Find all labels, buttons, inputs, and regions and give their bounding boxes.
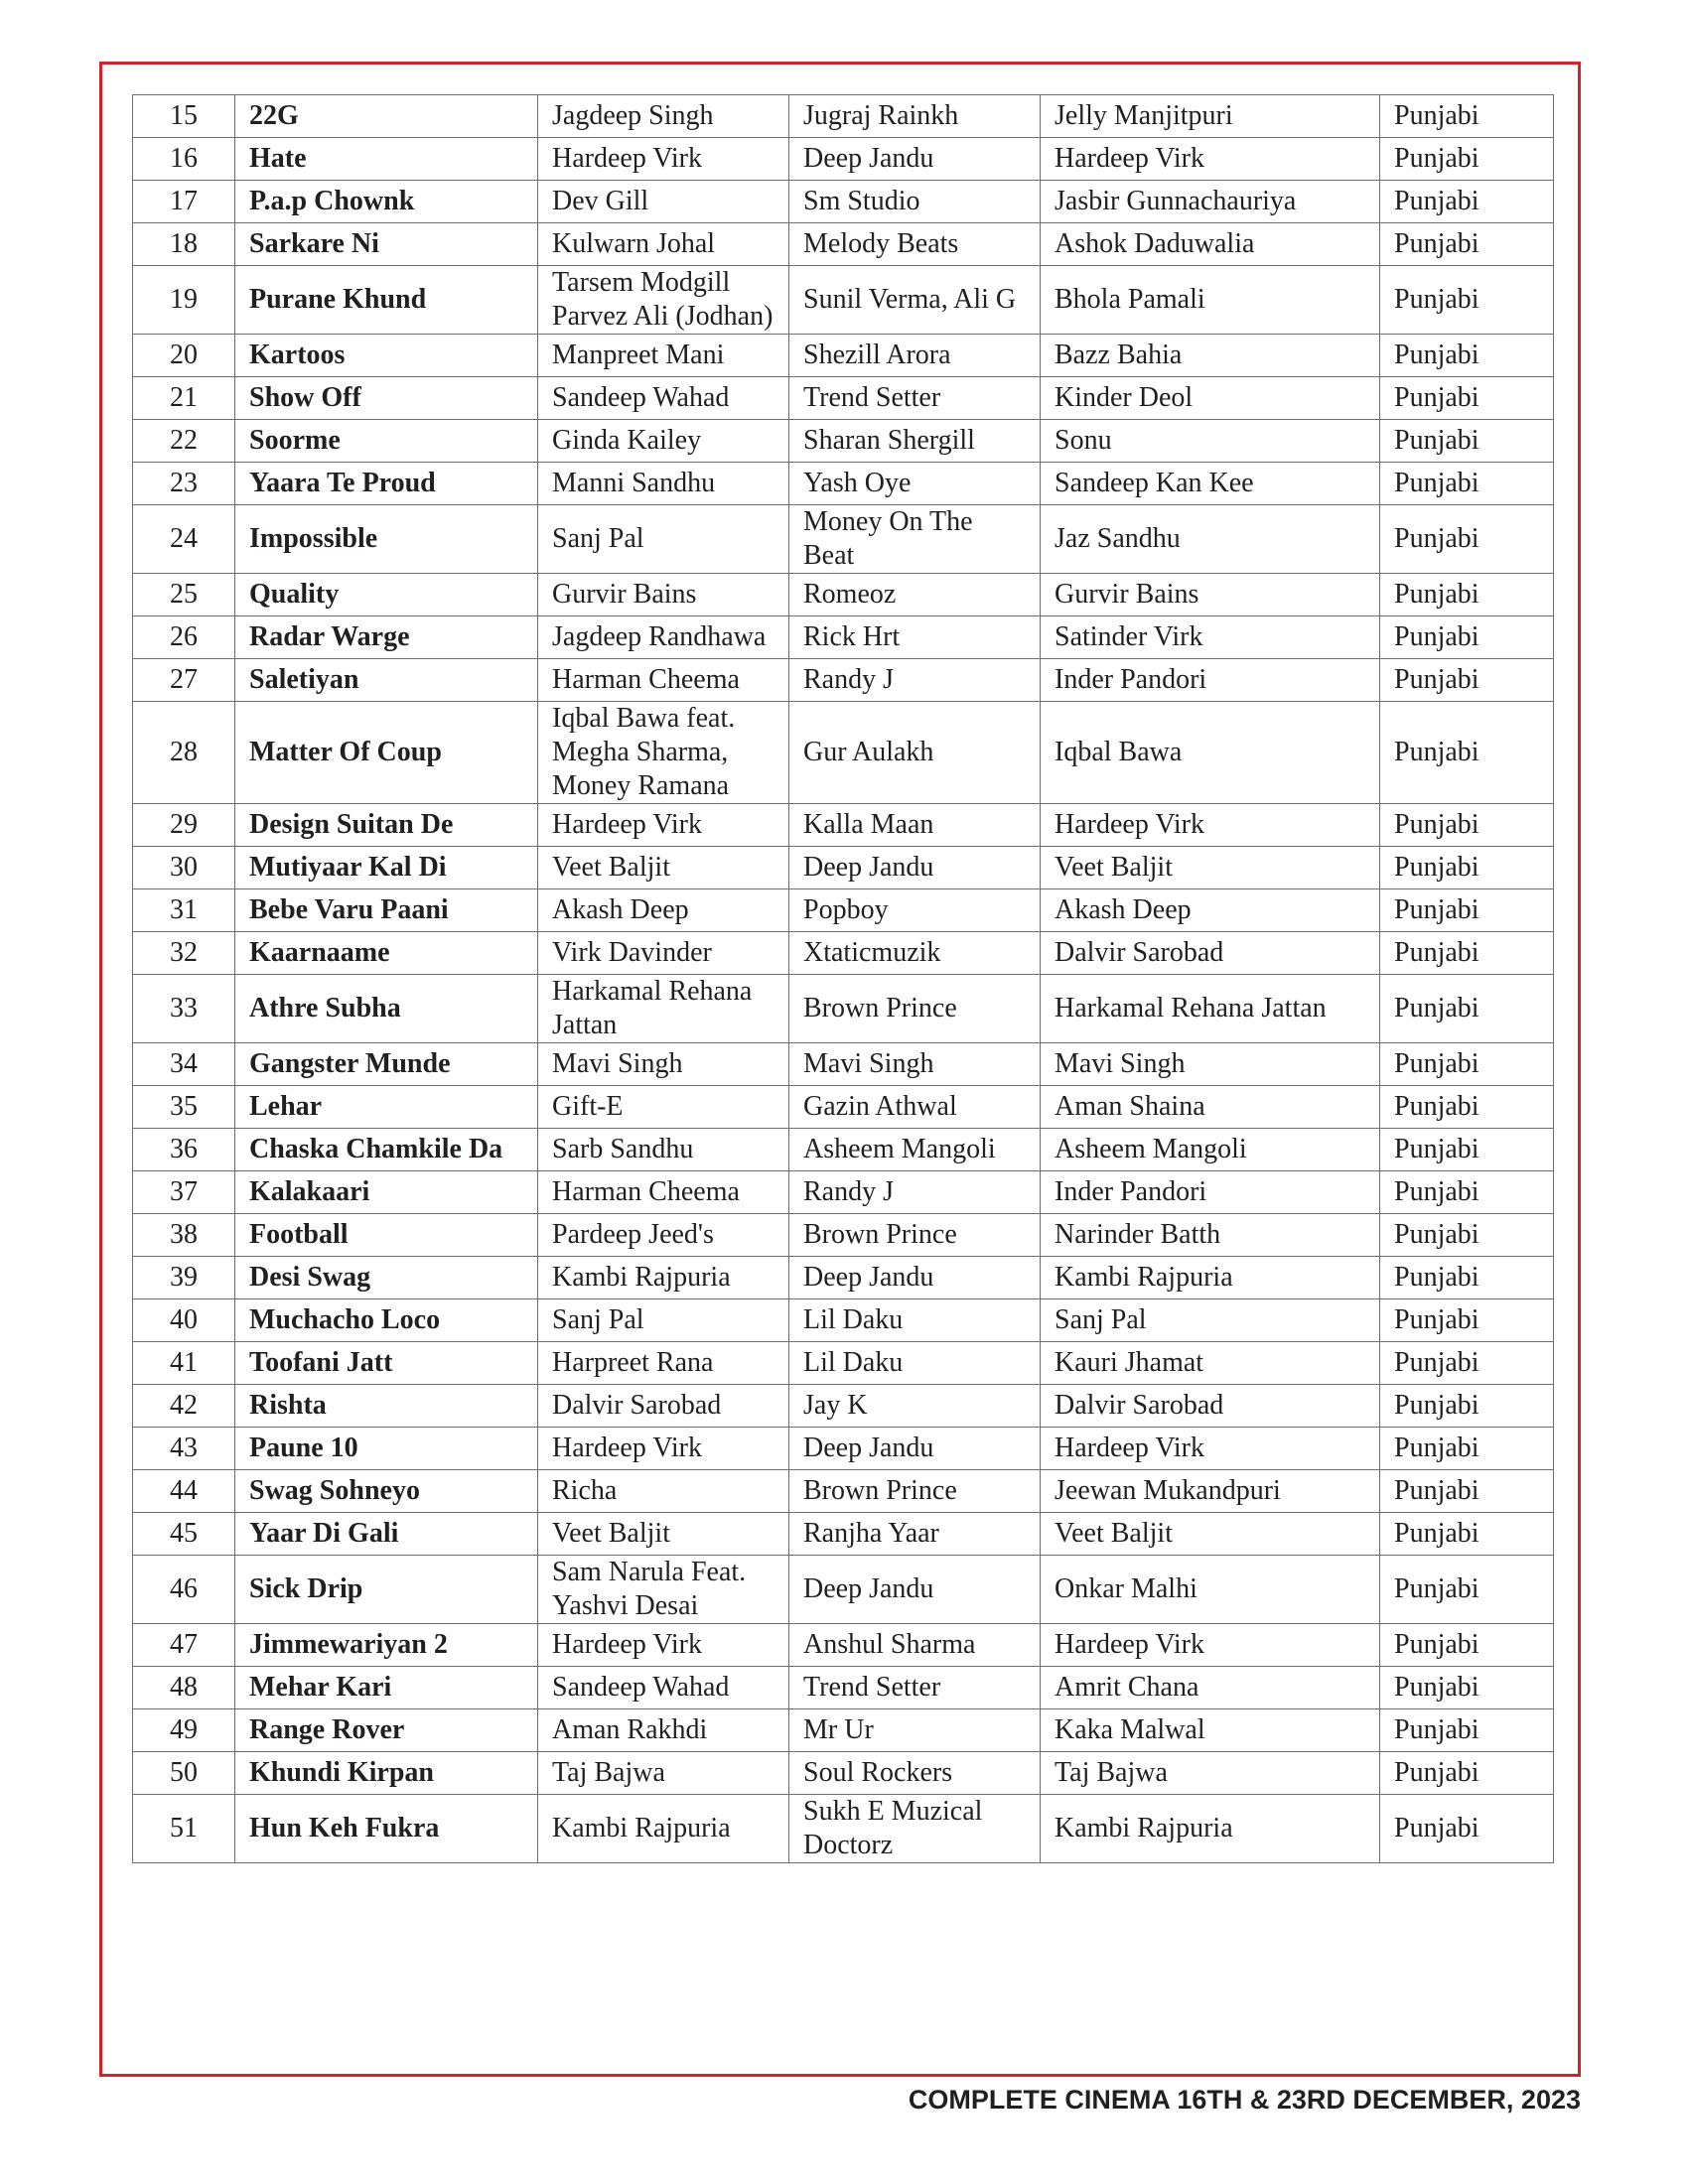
- row-number-cell: 35: [133, 1086, 235, 1129]
- music-cell: Brown Prince: [789, 975, 1041, 1043]
- song-title-cell: Paune 10: [235, 1428, 538, 1470]
- singer-cell: Gift-E: [538, 1086, 789, 1129]
- table-row: [133, 975, 1554, 1043]
- row-number-cell: 29: [133, 804, 235, 847]
- table-row: [133, 138, 1554, 181]
- table-row: [133, 1171, 1554, 1214]
- table-row: [133, 463, 1554, 505]
- table-row: [133, 1129, 1554, 1171]
- singer-cell: Virk Davinder: [538, 932, 789, 975]
- row-number-cell: 50: [133, 1752, 235, 1795]
- row-number-cell: 48: [133, 1667, 235, 1709]
- music-cell: Deep Jandu: [789, 138, 1041, 181]
- song-title-cell: Range Rover: [235, 1709, 538, 1752]
- language-cell: Punjabi: [1380, 804, 1554, 847]
- singer-cell: Akash Deep: [538, 889, 789, 932]
- lyrics-cell: Hardeep Virk: [1041, 804, 1380, 847]
- music-cell: Jugraj Rainkh: [789, 95, 1041, 138]
- lyrics-cell: Jelly Manjitpuri: [1041, 95, 1380, 138]
- table-row: [133, 1513, 1554, 1556]
- music-cell: Xtaticmuzik: [789, 932, 1041, 975]
- singer-cell: Jagdeep Singh: [538, 95, 789, 138]
- table-row: [133, 659, 1554, 702]
- language-cell: Punjabi: [1380, 1385, 1554, 1428]
- lyrics-cell: Bazz Bahia: [1041, 335, 1380, 377]
- language-cell: Punjabi: [1380, 1129, 1554, 1171]
- music-cell: Ranjha Yaar: [789, 1513, 1041, 1556]
- language-cell: Punjabi: [1380, 1667, 1554, 1709]
- table-row: [133, 505, 1554, 574]
- lyrics-cell: Kauri Jhamat: [1041, 1342, 1380, 1385]
- lyrics-cell: Veet Baljit: [1041, 847, 1380, 889]
- song-title-cell: Design Suitan De: [235, 804, 538, 847]
- music-cell: Lil Daku: [789, 1299, 1041, 1342]
- song-title-cell: P.a.p Chownk: [235, 181, 538, 223]
- lyrics-cell: Narinder Batth: [1041, 1214, 1380, 1257]
- song-title-cell: 22G: [235, 95, 538, 138]
- music-cell: Asheem Mangoli: [789, 1129, 1041, 1171]
- singer-cell: Manni Sandhu: [538, 463, 789, 505]
- music-cell: Money On The Beat: [789, 505, 1041, 574]
- lyrics-cell: Ashok Daduwalia: [1041, 223, 1380, 266]
- lyrics-cell: Aman Shaina: [1041, 1086, 1380, 1129]
- singer-cell: Hardeep Virk: [538, 138, 789, 181]
- language-cell: Punjabi: [1380, 1342, 1554, 1385]
- music-cell: Yash Oye: [789, 463, 1041, 505]
- row-number-cell: 49: [133, 1709, 235, 1752]
- table-row: [133, 804, 1554, 847]
- table-row: [133, 1342, 1554, 1385]
- music-cell: Lil Daku: [789, 1342, 1041, 1385]
- row-number-cell: 40: [133, 1299, 235, 1342]
- table-row: [133, 1624, 1554, 1667]
- table-row: [133, 616, 1554, 659]
- footer-issue-line: COMPLETE CINEMA 16TH & 23RD DECEMBER, 2023: [908, 2085, 1581, 2115]
- singer-cell: Aman Rakhdi: [538, 1709, 789, 1752]
- language-cell: Punjabi: [1380, 335, 1554, 377]
- table-row: [133, 1428, 1554, 1470]
- lyrics-cell: Jeewan Mukandpuri: [1041, 1470, 1380, 1513]
- language-cell: Punjabi: [1380, 223, 1554, 266]
- song-title-cell: Yaara Te Proud: [235, 463, 538, 505]
- lyrics-cell: Hardeep Virk: [1041, 1428, 1380, 1470]
- row-number-cell: 22: [133, 420, 235, 463]
- language-cell: Punjabi: [1380, 702, 1554, 804]
- song-title-cell: Purane Khund: [235, 266, 538, 335]
- lyrics-cell: Taj Bajwa: [1041, 1752, 1380, 1795]
- table-row: [133, 932, 1554, 975]
- table-row: [133, 377, 1554, 420]
- language-cell: Punjabi: [1380, 932, 1554, 975]
- singer-cell: Pardeep Jeed's: [538, 1214, 789, 1257]
- lyrics-cell: Veet Baljit: [1041, 1513, 1380, 1556]
- singer-cell: Sandeep Wahad: [538, 1667, 789, 1709]
- singer-cell: Iqbal Bawa feat. Megha Sharma, Money Ramana: [538, 702, 789, 804]
- music-cell: Rick Hrt: [789, 616, 1041, 659]
- row-number-cell: 24: [133, 505, 235, 574]
- song-title-cell: Gangster Munde: [235, 1043, 538, 1086]
- table-row: [133, 1214, 1554, 1257]
- music-cell: Deep Jandu: [789, 847, 1041, 889]
- song-title-cell: Mehar Kari: [235, 1667, 538, 1709]
- song-title-cell: Kaarnaame: [235, 932, 538, 975]
- singer-cell: Jagdeep Randhawa: [538, 616, 789, 659]
- language-cell: Punjabi: [1380, 616, 1554, 659]
- row-number-cell: 43: [133, 1428, 235, 1470]
- singer-cell: Harman Cheema: [538, 659, 789, 702]
- lyrics-cell: Onkar Malhi: [1041, 1556, 1380, 1624]
- singer-cell: Harkamal Rehana Jattan: [538, 975, 789, 1043]
- language-cell: Punjabi: [1380, 95, 1554, 138]
- music-cell: Romeoz: [789, 574, 1041, 616]
- music-cell: Randy J: [789, 659, 1041, 702]
- singer-cell: Harman Cheema: [538, 1171, 789, 1214]
- table-row: [133, 1470, 1554, 1513]
- song-title-cell: Swag Sohneyo: [235, 1470, 538, 1513]
- row-number-cell: 33: [133, 975, 235, 1043]
- song-title-cell: Show Off: [235, 377, 538, 420]
- language-cell: Punjabi: [1380, 1795, 1554, 1863]
- song-title-cell: Sarkare Ni: [235, 223, 538, 266]
- row-number-cell: 16: [133, 138, 235, 181]
- lyrics-cell: Jaz Sandhu: [1041, 505, 1380, 574]
- singer-cell: Sanj Pal: [538, 1299, 789, 1342]
- language-cell: Punjabi: [1380, 1470, 1554, 1513]
- language-cell: Punjabi: [1380, 574, 1554, 616]
- singer-cell: Ginda Kailey: [538, 420, 789, 463]
- singer-cell: Richa: [538, 1470, 789, 1513]
- row-number-cell: 26: [133, 616, 235, 659]
- music-cell: Sm Studio: [789, 181, 1041, 223]
- singer-cell: Hardeep Virk: [538, 1624, 789, 1667]
- row-number-cell: 18: [133, 223, 235, 266]
- lyrics-cell: Dalvir Sarobad: [1041, 932, 1380, 975]
- row-number-cell: 25: [133, 574, 235, 616]
- lyrics-cell: Asheem Mangoli: [1041, 1129, 1380, 1171]
- table-row: [133, 1086, 1554, 1129]
- language-cell: Punjabi: [1380, 377, 1554, 420]
- singer-cell: Tarsem Modgill Parvez Ali (Jodhan): [538, 266, 789, 335]
- language-cell: Punjabi: [1380, 266, 1554, 335]
- language-cell: Punjabi: [1380, 889, 1554, 932]
- row-number-cell: 23: [133, 463, 235, 505]
- lyrics-cell: Mavi Singh: [1041, 1043, 1380, 1086]
- song-title-cell: Saletiyan: [235, 659, 538, 702]
- song-title-cell: Soorme: [235, 420, 538, 463]
- song-title-cell: Lehar: [235, 1086, 538, 1129]
- language-cell: Punjabi: [1380, 420, 1554, 463]
- song-title-cell: Chaska Chamkile Da: [235, 1129, 538, 1171]
- song-title-cell: Khundi Kirpan: [235, 1752, 538, 1795]
- table-row: [133, 1043, 1554, 1086]
- music-cell: Sukh E Muzical Doctorz: [789, 1795, 1041, 1863]
- song-title-cell: Sick Drip: [235, 1556, 538, 1624]
- singer-cell: Harpreet Rana: [538, 1342, 789, 1385]
- song-title-cell: Hate: [235, 138, 538, 181]
- music-cell: Soul Rockers: [789, 1752, 1041, 1795]
- music-cell: Melody Beats: [789, 223, 1041, 266]
- singer-cell: Mavi Singh: [538, 1043, 789, 1086]
- row-number-cell: 46: [133, 1556, 235, 1624]
- music-cell: Deep Jandu: [789, 1428, 1041, 1470]
- lyrics-cell: Akash Deep: [1041, 889, 1380, 932]
- table-row: [133, 1752, 1554, 1795]
- lyrics-cell: Hardeep Virk: [1041, 1624, 1380, 1667]
- table-row: [133, 1556, 1554, 1624]
- row-number-cell: 30: [133, 847, 235, 889]
- singer-cell: Sarb Sandhu: [538, 1129, 789, 1171]
- language-cell: Punjabi: [1380, 181, 1554, 223]
- song-title-cell: Bebe Varu Paani: [235, 889, 538, 932]
- music-cell: Kalla Maan: [789, 804, 1041, 847]
- singer-cell: Veet Baljit: [538, 847, 789, 889]
- table-row: [133, 266, 1554, 335]
- lyrics-cell: Bhola Pamali: [1041, 266, 1380, 335]
- table-row: [133, 1709, 1554, 1752]
- singer-cell: Kambi Rajpuria: [538, 1795, 789, 1863]
- lyrics-cell: Amrit Chana: [1041, 1667, 1380, 1709]
- table-row: [133, 420, 1554, 463]
- row-number-cell: 41: [133, 1342, 235, 1385]
- singer-cell: Sandeep Wahad: [538, 377, 789, 420]
- row-number-cell: 36: [133, 1129, 235, 1171]
- row-number-cell: 34: [133, 1043, 235, 1086]
- table-row: [133, 335, 1554, 377]
- row-number-cell: 37: [133, 1171, 235, 1214]
- row-number-cell: 19: [133, 266, 235, 335]
- language-cell: Punjabi: [1380, 1214, 1554, 1257]
- lyrics-cell: Kaka Malwal: [1041, 1709, 1380, 1752]
- music-cell: Jay K: [789, 1385, 1041, 1428]
- language-cell: Punjabi: [1380, 1513, 1554, 1556]
- song-title-cell: Football: [235, 1214, 538, 1257]
- music-cell: Shezill Arora: [789, 335, 1041, 377]
- lyrics-cell: Gurvir Bains: [1041, 574, 1380, 616]
- language-cell: Punjabi: [1380, 1709, 1554, 1752]
- lyrics-cell: Inder Pandori: [1041, 659, 1380, 702]
- music-cell: Brown Prince: [789, 1214, 1041, 1257]
- singer-cell: Dalvir Sarobad: [538, 1385, 789, 1428]
- songs-table: [132, 94, 1554, 1863]
- song-title-cell: Quality: [235, 574, 538, 616]
- lyrics-cell: Inder Pandori: [1041, 1171, 1380, 1214]
- table-row: [133, 1257, 1554, 1299]
- row-number-cell: 27: [133, 659, 235, 702]
- table-row: [133, 889, 1554, 932]
- music-cell: Gur Aulakh: [789, 702, 1041, 804]
- table-row: [133, 1299, 1554, 1342]
- table-row: [133, 1795, 1554, 1863]
- table-row: [133, 574, 1554, 616]
- song-title-cell: Hun Keh Fukra: [235, 1795, 538, 1863]
- lyrics-cell: Kambi Rajpuria: [1041, 1257, 1380, 1299]
- song-title-cell: Kalakaari: [235, 1171, 538, 1214]
- row-number-cell: 17: [133, 181, 235, 223]
- music-cell: Gazin Athwal: [789, 1086, 1041, 1129]
- language-cell: Punjabi: [1380, 975, 1554, 1043]
- song-title-cell: Matter Of Coup: [235, 702, 538, 804]
- music-cell: Brown Prince: [789, 1470, 1041, 1513]
- lyrics-cell: Jasbir Gunnachauriya: [1041, 181, 1380, 223]
- table-row: [133, 702, 1554, 804]
- lyrics-cell: Hardeep Virk: [1041, 138, 1380, 181]
- table-row: [133, 1385, 1554, 1428]
- singer-cell: Dev Gill: [538, 181, 789, 223]
- lyrics-cell: Kinder Deol: [1041, 377, 1380, 420]
- language-cell: Punjabi: [1380, 1752, 1554, 1795]
- singer-cell: Veet Baljit: [538, 1513, 789, 1556]
- lyrics-cell: Dalvir Sarobad: [1041, 1385, 1380, 1428]
- language-cell: Punjabi: [1380, 505, 1554, 574]
- language-cell: Punjabi: [1380, 1556, 1554, 1624]
- language-cell: Punjabi: [1380, 1043, 1554, 1086]
- language-cell: Punjabi: [1380, 463, 1554, 505]
- row-number-cell: 51: [133, 1795, 235, 1863]
- row-number-cell: 15: [133, 95, 235, 138]
- song-title-cell: Mutiyaar Kal Di: [235, 847, 538, 889]
- row-number-cell: 45: [133, 1513, 235, 1556]
- lyrics-cell: Sandeep Kan Kee: [1041, 463, 1380, 505]
- row-number-cell: 44: [133, 1470, 235, 1513]
- music-cell: Mr Ur: [789, 1709, 1041, 1752]
- song-title-cell: Yaar Di Gali: [235, 1513, 538, 1556]
- music-cell: Randy J: [789, 1171, 1041, 1214]
- song-title-cell: Radar Warge: [235, 616, 538, 659]
- row-number-cell: 39: [133, 1257, 235, 1299]
- singer-cell: Taj Bajwa: [538, 1752, 789, 1795]
- song-title-cell: Toofani Jatt: [235, 1342, 538, 1385]
- language-cell: Punjabi: [1380, 1171, 1554, 1214]
- table-row: [133, 223, 1554, 266]
- music-cell: Popboy: [789, 889, 1041, 932]
- table-row: [133, 181, 1554, 223]
- language-cell: Punjabi: [1380, 138, 1554, 181]
- language-cell: Punjabi: [1380, 847, 1554, 889]
- lyrics-cell: Iqbal Bawa: [1041, 702, 1380, 804]
- row-number-cell: 28: [133, 702, 235, 804]
- singer-cell: Hardeep Virk: [538, 1428, 789, 1470]
- singer-cell: Kambi Rajpuria: [538, 1257, 789, 1299]
- song-title-cell: Jimmewariyan 2: [235, 1624, 538, 1667]
- lyrics-cell: Sonu: [1041, 420, 1380, 463]
- song-title-cell: Desi Swag: [235, 1257, 538, 1299]
- song-title-cell: Kartoos: [235, 335, 538, 377]
- song-title-cell: Muchacho Loco: [235, 1299, 538, 1342]
- lyrics-cell: Harkamal Rehana Jattan: [1041, 975, 1380, 1043]
- song-title-cell: Athre Subha: [235, 975, 538, 1043]
- song-title-cell: Rishta: [235, 1385, 538, 1428]
- music-cell: Anshul Sharma: [789, 1624, 1041, 1667]
- row-number-cell: 47: [133, 1624, 235, 1667]
- singer-cell: Sanj Pal: [538, 505, 789, 574]
- music-cell: Mavi Singh: [789, 1043, 1041, 1086]
- music-cell: Sharan Shergill: [789, 420, 1041, 463]
- songs-table-body: [133, 95, 1554, 1863]
- table-row: [133, 1667, 1554, 1709]
- music-cell: Trend Setter: [789, 1667, 1041, 1709]
- song-title-cell: Impossible: [235, 505, 538, 574]
- language-cell: Punjabi: [1380, 1086, 1554, 1129]
- row-number-cell: 42: [133, 1385, 235, 1428]
- row-number-cell: 21: [133, 377, 235, 420]
- row-number-cell: 20: [133, 335, 235, 377]
- row-number-cell: 38: [133, 1214, 235, 1257]
- singer-cell: Hardeep Virk: [538, 804, 789, 847]
- row-number-cell: 32: [133, 932, 235, 975]
- language-cell: Punjabi: [1380, 659, 1554, 702]
- row-number-cell: 31: [133, 889, 235, 932]
- music-cell: Sunil Verma, Ali G: [789, 266, 1041, 335]
- music-cell: Deep Jandu: [789, 1556, 1041, 1624]
- language-cell: Punjabi: [1380, 1428, 1554, 1470]
- table-row: [133, 95, 1554, 138]
- language-cell: Punjabi: [1380, 1299, 1554, 1342]
- music-cell: Deep Jandu: [789, 1257, 1041, 1299]
- singer-cell: Gurvir Bains: [538, 574, 789, 616]
- lyrics-cell: Kambi Rajpuria: [1041, 1795, 1380, 1863]
- singer-cell: Kulwarn Johal: [538, 223, 789, 266]
- lyrics-cell: Satinder Virk: [1041, 616, 1380, 659]
- singer-cell: Manpreet Mani: [538, 335, 789, 377]
- lyrics-cell: Sanj Pal: [1041, 1299, 1380, 1342]
- table-row: [133, 847, 1554, 889]
- singer-cell: Sam Narula Feat. Yashvi Desai: [538, 1556, 789, 1624]
- music-cell: Trend Setter: [789, 377, 1041, 420]
- language-cell: Punjabi: [1380, 1624, 1554, 1667]
- language-cell: Punjabi: [1380, 1257, 1554, 1299]
